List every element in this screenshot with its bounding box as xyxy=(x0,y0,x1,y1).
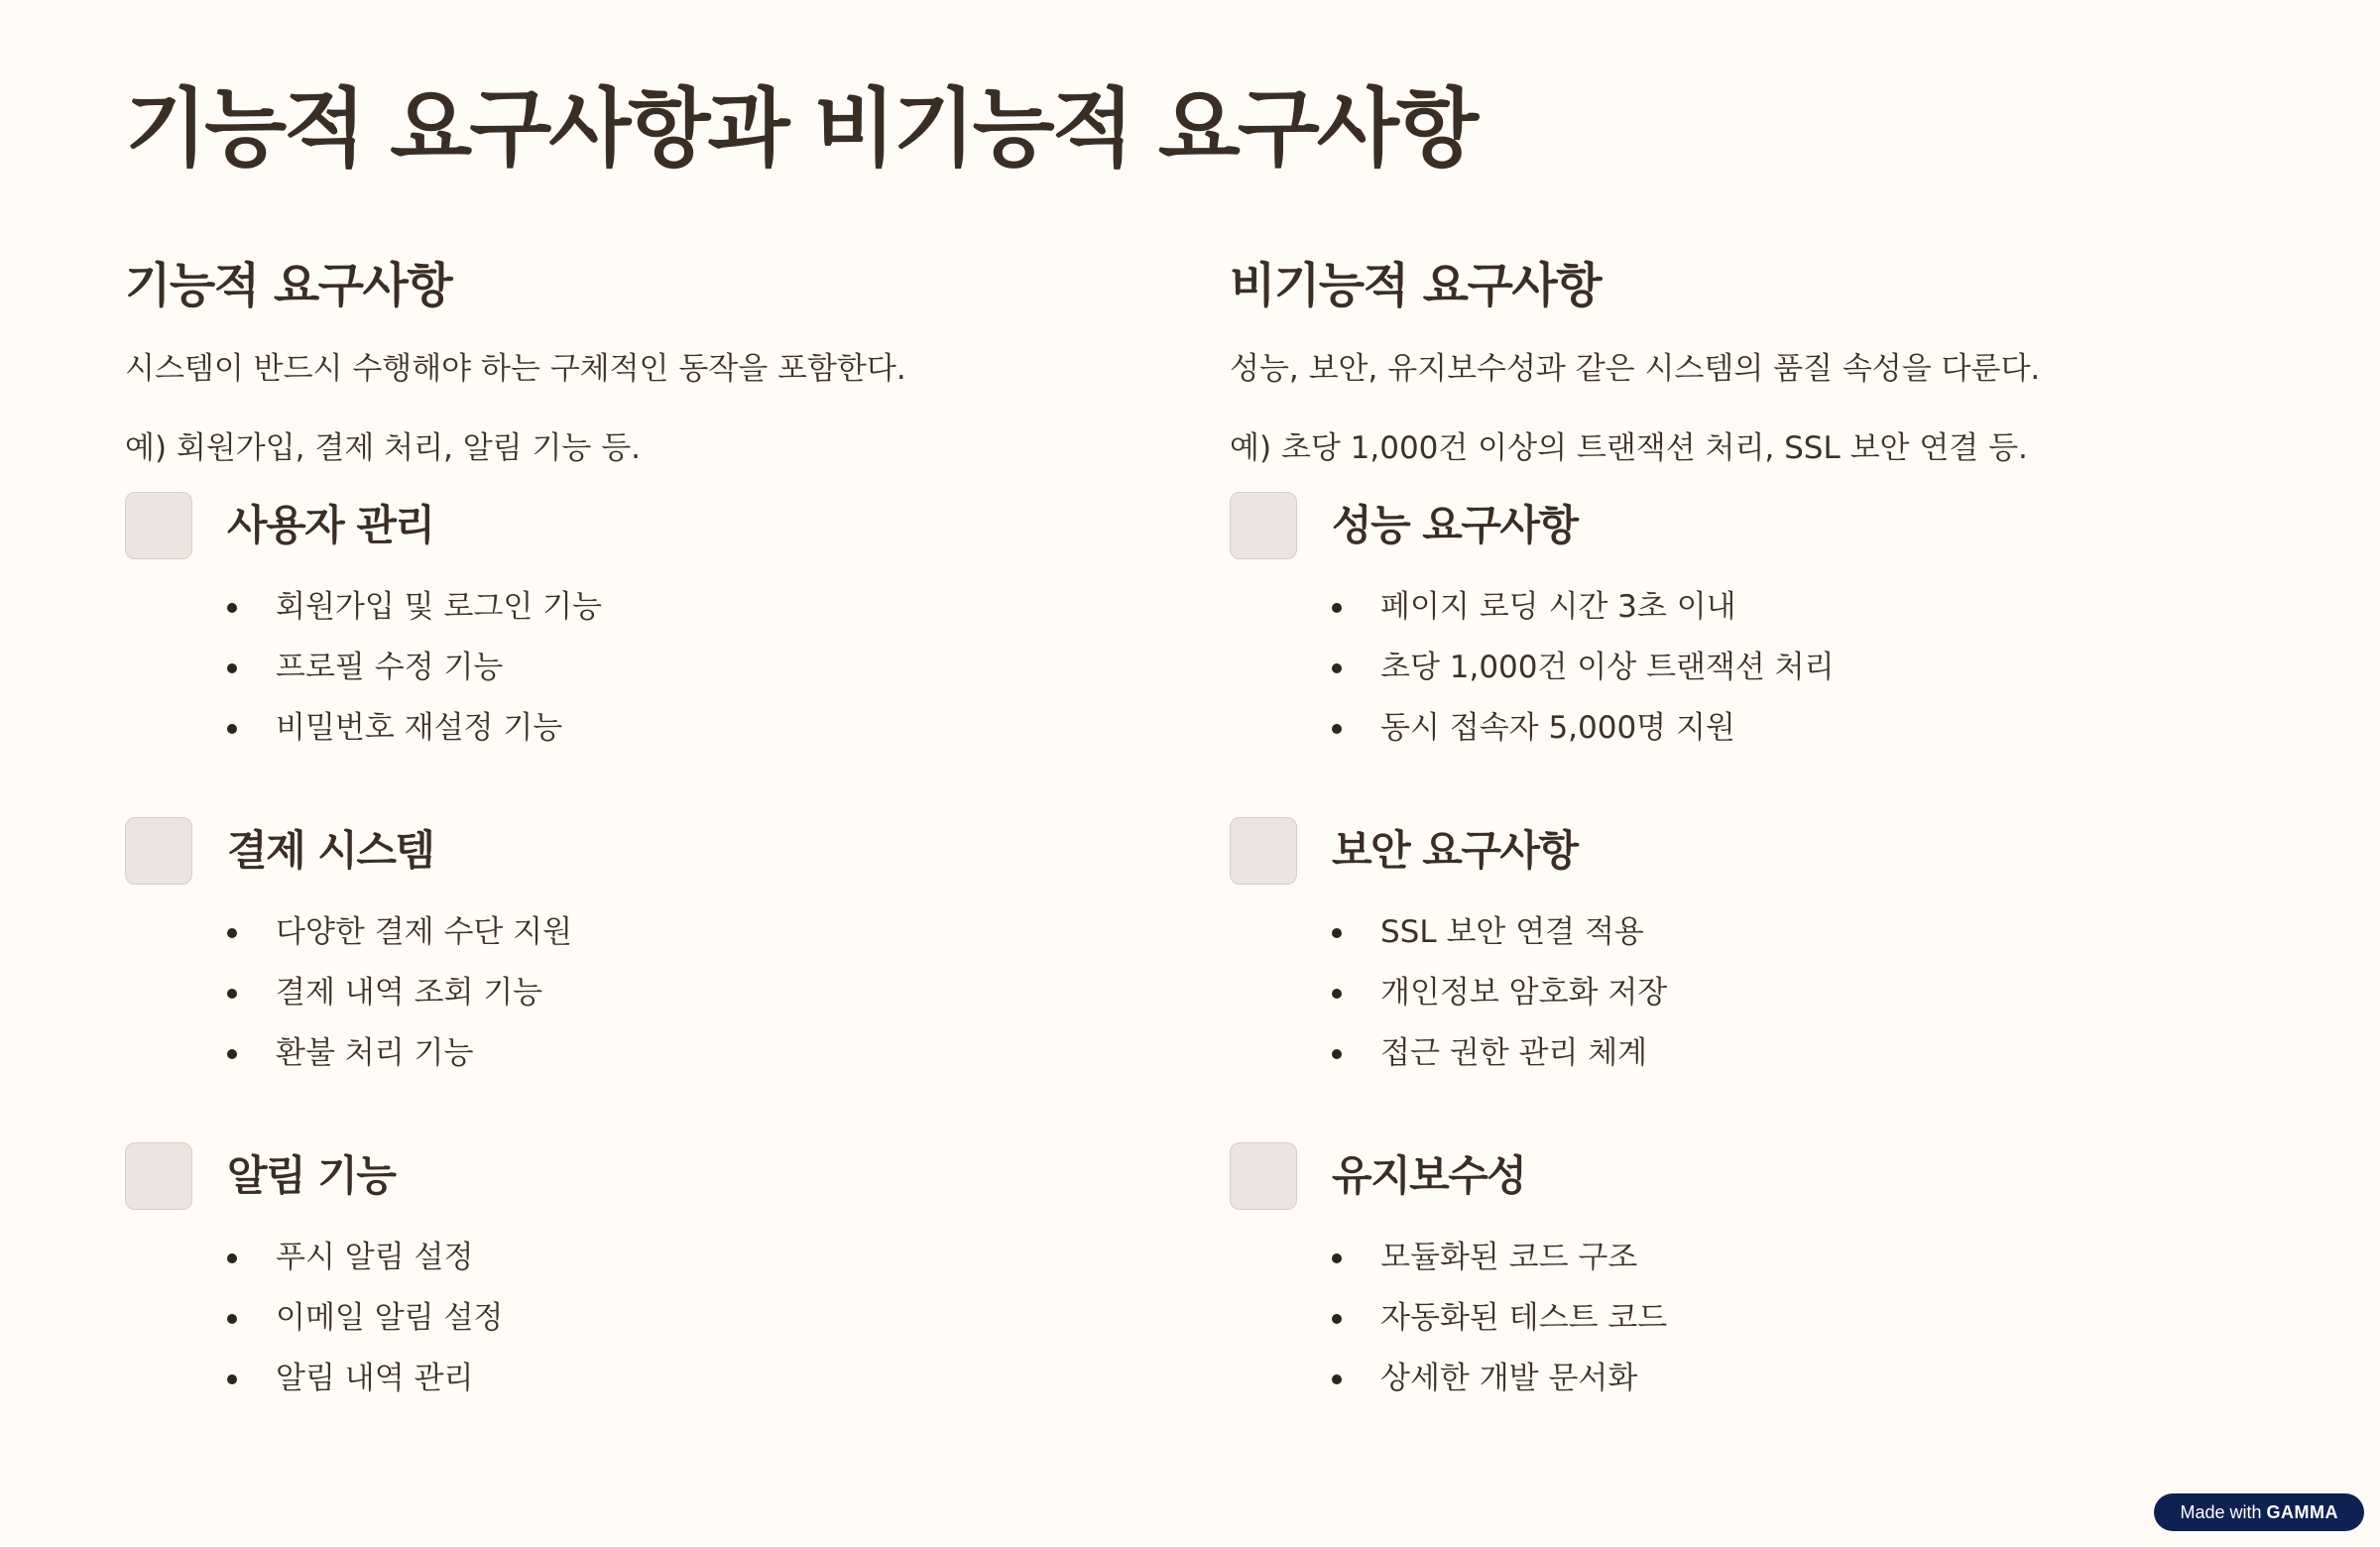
section-title: 유지보수성 xyxy=(1332,1151,1526,1200)
bullet-list xyxy=(1332,902,1667,1084)
list-item: 다양한 결제 수단 지원 xyxy=(227,902,572,963)
list-item: 상세한 개발 문서화 xyxy=(1332,1349,1667,1409)
section-maintainability xyxy=(1230,1142,2221,1468)
list-item: 비밀번호 재설정 기능 xyxy=(227,698,602,759)
column-heading: 기능적 요구사항 xyxy=(125,258,452,313)
list-item: 초당 1,000건 이상 트랜잭션 처리 xyxy=(1332,638,1835,698)
list-item: 프로필 수정 기능 xyxy=(227,638,602,698)
list-item: 페이지 로딩 시간 3초 이내 xyxy=(1332,577,1835,638)
section-icon xyxy=(125,492,192,559)
section-title: 사용자 관리 xyxy=(227,501,434,549)
bullet-list xyxy=(1332,577,1835,759)
section-icon xyxy=(1230,817,1297,885)
list-item: 환불 처리 기능 xyxy=(227,1023,572,1084)
section-notification xyxy=(125,1142,1117,1468)
list-item: 동시 접속자 5,000명 지원 xyxy=(1332,698,1835,759)
section-security xyxy=(1230,817,2221,1142)
list-item: 푸시 알림 설정 xyxy=(227,1228,503,1288)
list-item: 알림 내역 관리 xyxy=(227,1349,503,1409)
section-icon xyxy=(125,1142,192,1210)
bullet-list xyxy=(227,1228,503,1409)
column-description: 성능, 보안, 유지보수성과 같은 시스템의 품질 속성을 다룬다. xyxy=(1230,351,2041,387)
list-item: 결제 내역 조회 기능 xyxy=(227,963,572,1023)
section-title: 알림 기능 xyxy=(227,1151,396,1200)
nonfunctional-requirements-column xyxy=(1230,250,2221,1468)
made-with-gamma-badge[interactable] xyxy=(2154,1493,2364,1531)
badge-prefix: Made with xyxy=(2180,1501,2262,1522)
section-user-management xyxy=(125,492,1117,817)
bullet-list xyxy=(227,577,602,759)
section-icon xyxy=(1230,492,1297,559)
list-item: 회원가입 및 로그인 기능 xyxy=(227,577,602,638)
list-item: SSL 보안 연결 적용 xyxy=(1332,902,1667,963)
list-item: 접근 권한 관리 체계 xyxy=(1332,1023,1667,1084)
section-icon xyxy=(125,817,192,885)
column-example: 예) 초당 1,000건 이상의 트랜잭션 처리, SSL 보안 연결 등. xyxy=(1230,430,2028,466)
list-item: 자동화된 테스트 코드 xyxy=(1332,1288,1667,1349)
section-title: 성능 요구사항 xyxy=(1332,501,1578,549)
section-payment-system xyxy=(125,817,1117,1142)
list-item: 모듈화된 코드 구조 xyxy=(1332,1228,1667,1288)
column-example: 예) 회원가입, 결제 처리, 알림 기능 등. xyxy=(125,430,642,466)
section-title: 보안 요구사항 xyxy=(1332,826,1578,875)
bullet-list xyxy=(227,902,572,1084)
gamma-logo: GAMMA xyxy=(2266,1501,2338,1522)
column-heading: 비기능적 요구사항 xyxy=(1230,258,1602,313)
section-performance xyxy=(1230,492,2221,817)
section-title: 결제 시스템 xyxy=(227,826,434,875)
list-item: 이메일 알림 설정 xyxy=(227,1288,503,1349)
section-icon xyxy=(1230,1142,1297,1210)
bullet-list xyxy=(1332,1228,1667,1409)
page-title: 기능적 요구사항과 비기능적 요구사항 xyxy=(125,79,1477,178)
functional-requirements-column xyxy=(125,250,1117,1468)
list-item: 개인정보 암호화 저장 xyxy=(1332,963,1667,1023)
column-description: 시스템이 반드시 수행해야 하는 구체적인 동작을 포함한다. xyxy=(125,351,906,387)
